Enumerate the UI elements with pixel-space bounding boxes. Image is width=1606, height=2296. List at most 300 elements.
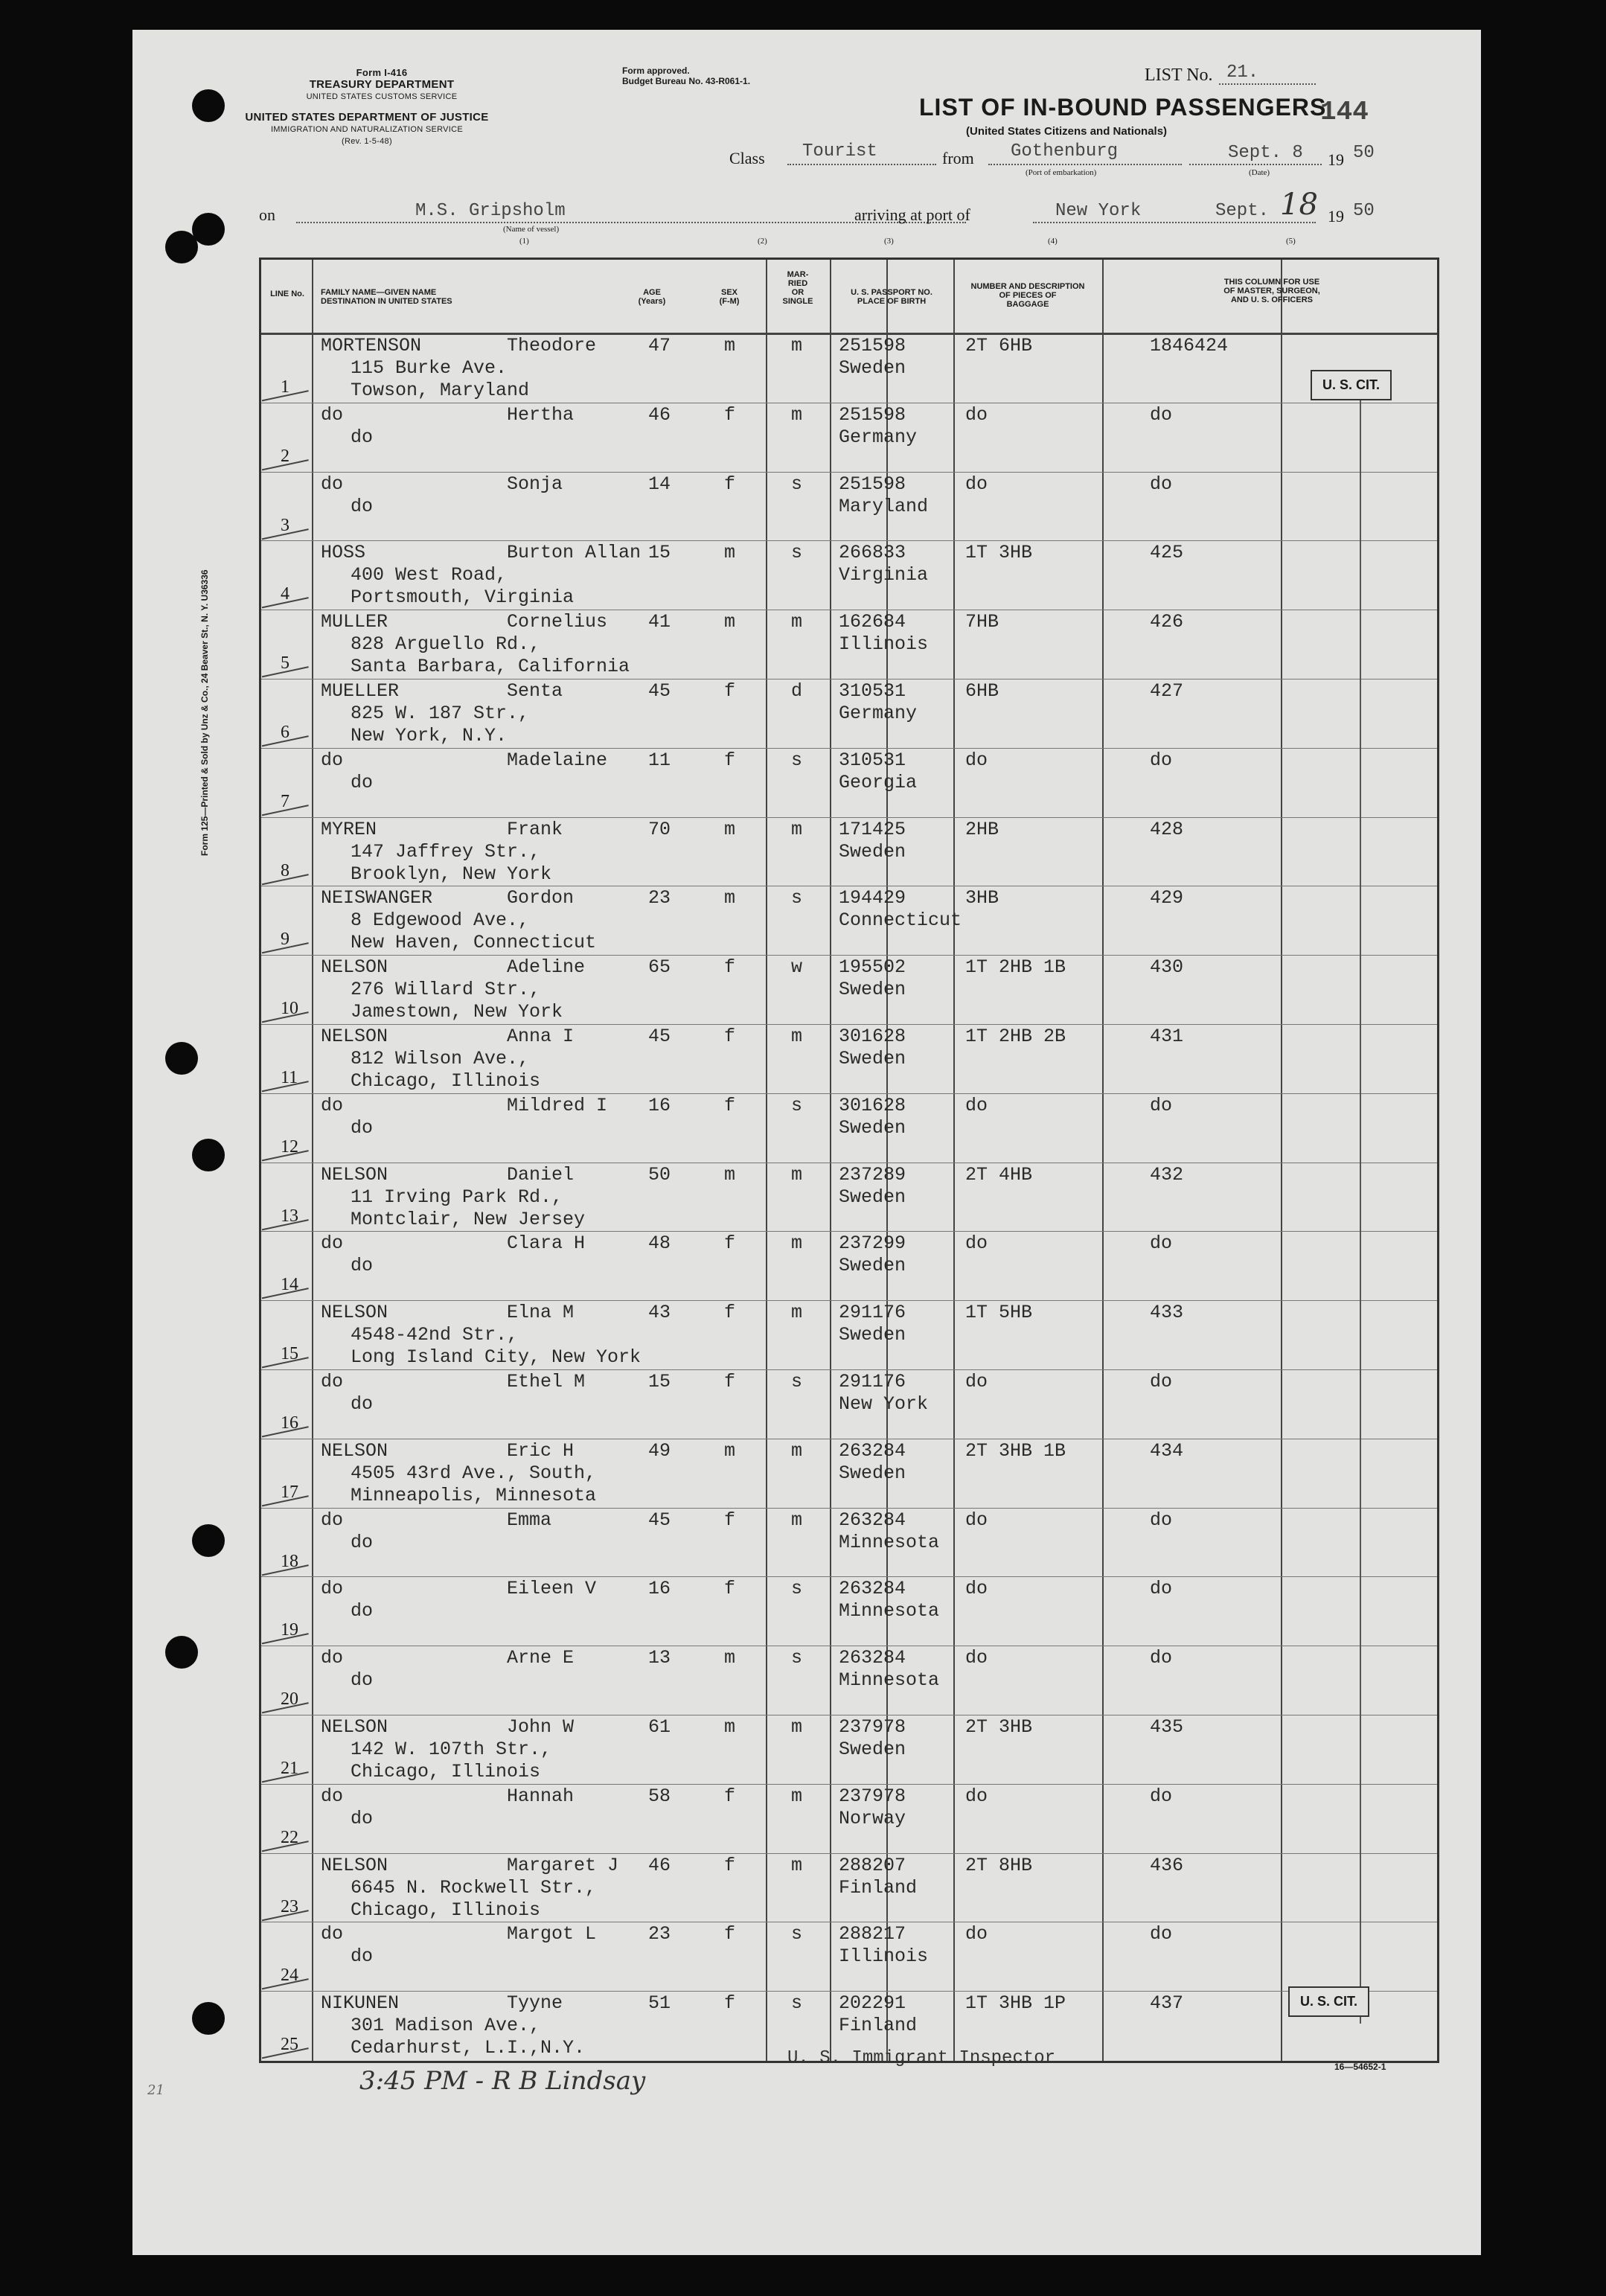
given-name: Eileen V xyxy=(507,1578,597,1600)
line-number: 25 xyxy=(281,2035,298,2055)
officer-number: 430 xyxy=(1150,956,1184,979)
marital-status: s xyxy=(791,1578,803,1600)
address-line-2: Chicago, Illinois xyxy=(351,1070,541,1092)
given-name: Elna M xyxy=(507,1302,575,1324)
officer-number: 429 xyxy=(1150,887,1184,909)
officer-number: do xyxy=(1150,1923,1173,1945)
justice-name: UNITED STATES DEPARTMENT OF JUSTICE xyxy=(245,111,489,124)
officer-number: 425 xyxy=(1150,542,1184,564)
given-name: Eric H xyxy=(507,1439,575,1462)
place-of-birth: Minnesota xyxy=(839,1531,940,1553)
address-line-1: 301 Madison Ave., xyxy=(351,2015,541,2037)
address-line-1: 8 Edgewood Ave., xyxy=(351,909,530,932)
table-row xyxy=(261,679,1437,749)
row-divider xyxy=(261,540,1437,541)
marital-status: w xyxy=(791,956,803,979)
address-line-2: Cedarhurst, L.I.,N.Y. xyxy=(351,2037,586,2059)
line-number: 24 xyxy=(281,1966,298,1986)
marital-status: m xyxy=(791,1716,803,1738)
sex: f xyxy=(724,1578,736,1600)
place-of-birth: Sweden xyxy=(839,1048,906,1069)
punch-hole xyxy=(192,1524,225,1557)
line-number: 18 xyxy=(281,1551,298,1571)
col-header-age: AGE (Years) xyxy=(638,288,666,306)
age: 48 xyxy=(648,1232,671,1255)
passenger-table xyxy=(259,258,1439,2063)
given-name: Gordon xyxy=(507,887,575,909)
address-line-1: do xyxy=(351,1945,374,1968)
sex: f xyxy=(724,1992,736,2015)
baggage: 2T 4HB xyxy=(965,1163,1033,1186)
family-name: NEISWANGER xyxy=(321,887,433,909)
marital-status: m xyxy=(791,1302,803,1324)
passport-number: 263284 xyxy=(839,1439,906,1462)
row-divider xyxy=(261,955,1437,956)
baggage: 3HB xyxy=(965,887,999,909)
table-row xyxy=(261,1301,1437,1370)
place-of-birth: Sweden xyxy=(839,1116,906,1139)
class-line xyxy=(787,164,936,165)
family-name: do xyxy=(321,1923,344,1945)
date-line xyxy=(1189,164,1322,165)
row-divider xyxy=(261,1024,1437,1025)
marital-status: m xyxy=(791,1163,803,1186)
line-number: 6 xyxy=(281,723,289,742)
place-of-birth: Germany xyxy=(839,426,918,448)
age: 51 xyxy=(648,1992,671,2015)
place-of-birth: Illinois xyxy=(839,633,929,656)
arrival-port: New York xyxy=(1055,201,1142,221)
sex: f xyxy=(724,749,736,771)
passport-number: 237289 xyxy=(839,1163,906,1186)
passport-number: 202291 xyxy=(839,1992,906,2015)
year-value: 50 xyxy=(1353,143,1375,163)
officer-number: 426 xyxy=(1150,611,1184,633)
family-name: do xyxy=(321,1647,344,1669)
age: 23 xyxy=(648,887,671,909)
baggage: do xyxy=(965,1647,988,1669)
row-divider xyxy=(261,817,1437,818)
baggage: do xyxy=(965,1785,988,1807)
line-number: 4 xyxy=(281,584,289,604)
given-name: Tyyne xyxy=(507,1992,563,2015)
given-name: Hertha xyxy=(507,403,575,426)
col-num-2: (2) xyxy=(758,237,767,246)
form-revision: (Rev. 1-5-48) xyxy=(342,137,392,146)
place-of-birth: Sweden xyxy=(839,1324,906,1346)
ins-name: IMMIGRATION AND NATURALIZATION SERVICE xyxy=(270,125,464,134)
arrival-year-prefix: 19 xyxy=(1328,207,1344,226)
from-value: Gothenburg xyxy=(1011,141,1119,162)
age: 16 xyxy=(648,1578,671,1600)
age: 46 xyxy=(648,403,671,426)
punch-hole xyxy=(165,1042,198,1075)
place-of-birth: Finland xyxy=(839,1876,918,1899)
family-name: do xyxy=(321,403,344,426)
from-label: from xyxy=(942,149,974,167)
passport-number: 288217 xyxy=(839,1923,906,1945)
inspector-label: U. S. Immigrant Inspector xyxy=(787,2048,1056,2068)
given-name: Theodore xyxy=(507,335,597,356)
sex: f xyxy=(724,956,736,979)
from-line xyxy=(988,164,1182,165)
officer-number: 1846424 xyxy=(1150,335,1229,356)
place-of-birth: Maryland xyxy=(839,495,929,517)
list-no-value: 21. xyxy=(1226,63,1259,83)
punch-hole xyxy=(192,213,225,246)
address-line-1: do xyxy=(351,1393,374,1415)
marital-status: s xyxy=(791,542,803,564)
punch-hole xyxy=(165,1636,198,1669)
baggage: 2T 8HB xyxy=(965,1854,1033,1876)
sex: f xyxy=(724,680,736,702)
family-name: NELSON xyxy=(321,1716,388,1738)
marital-status: s xyxy=(791,887,803,909)
table-row xyxy=(261,886,1437,956)
passport-number: 162684 xyxy=(839,611,906,633)
line-number: 1 xyxy=(281,377,289,397)
table-row xyxy=(261,403,1437,473)
officer-number: do xyxy=(1150,749,1173,771)
marital-status: m xyxy=(791,1785,803,1807)
baggage: 7HB xyxy=(965,611,999,633)
age: 43 xyxy=(648,1302,671,1324)
line-number: 9 xyxy=(281,930,289,950)
list-no-label: LIST No. xyxy=(1145,65,1213,85)
family-name: MULLER xyxy=(321,611,388,633)
age: 70 xyxy=(648,818,671,840)
address-line-1: do xyxy=(351,771,374,793)
address-line-1: 4505 43rd Ave., South, xyxy=(351,1462,597,1484)
address-line-1: 11 Irving Park Rd., xyxy=(351,1186,563,1208)
row-divider xyxy=(261,1991,1437,1992)
manifest-page xyxy=(132,30,1481,2255)
marital-status: m xyxy=(791,818,803,840)
address-line-1: 276 Willard Str., xyxy=(351,979,541,1001)
punch-hole xyxy=(192,2002,225,2035)
marital-status: s xyxy=(791,1992,803,2015)
given-name: Margaret J xyxy=(507,1854,619,1876)
age: 14 xyxy=(648,473,671,495)
line-number: 5 xyxy=(281,653,289,674)
age: 41 xyxy=(648,611,671,633)
officer-number: 431 xyxy=(1150,1026,1184,1047)
punch-hole xyxy=(192,1139,225,1171)
line-number: 19 xyxy=(281,1620,298,1640)
given-name: Burton Allan xyxy=(507,542,642,564)
col-num-5: (5) xyxy=(1286,237,1296,246)
baggage: 1T 3HB 1P xyxy=(965,1992,1066,2015)
table-row xyxy=(261,956,1437,1025)
passport-number: 251598 xyxy=(839,403,906,426)
line-number: 8 xyxy=(281,860,289,880)
baggage: 2HB xyxy=(965,818,999,840)
sex: f xyxy=(724,1094,736,1116)
passport-number: 195502 xyxy=(839,956,906,979)
family-name: MUELLER xyxy=(321,680,400,702)
age: 11 xyxy=(648,749,671,771)
marital-status: m xyxy=(791,403,803,426)
class-label: Class xyxy=(729,149,765,167)
form-approved: Form approved. xyxy=(622,65,690,76)
officer-number: 433 xyxy=(1150,1302,1184,1324)
officer-number: do xyxy=(1150,473,1173,495)
sex: m xyxy=(724,611,736,633)
table-row xyxy=(261,610,1437,679)
address-line-2: Jamestown, New York xyxy=(351,1001,563,1023)
address-line-1: 142 W. 107th Str., xyxy=(351,1739,552,1760)
arrival-month: Sept. xyxy=(1215,201,1270,221)
punch-hole xyxy=(192,89,225,122)
officer-number: 427 xyxy=(1150,680,1184,702)
passport-number: 251598 xyxy=(839,335,906,356)
form-number: Form I-416 xyxy=(356,67,408,78)
col-num-3: (3) xyxy=(884,237,894,246)
row-divider xyxy=(261,472,1437,473)
family-name: do xyxy=(321,1371,344,1392)
passport-number: 301628 xyxy=(839,1094,906,1116)
age: 15 xyxy=(648,1371,671,1392)
col-num-4: (4) xyxy=(1048,237,1058,246)
passport-number: 171425 xyxy=(839,818,906,840)
baggage: do xyxy=(965,1578,988,1600)
given-name: Adeline xyxy=(507,956,586,979)
place-of-birth: Connecticut xyxy=(839,909,962,932)
officer-number: do xyxy=(1150,1232,1173,1255)
age: 15 xyxy=(648,542,671,564)
address-line-2: New York, N.Y. xyxy=(351,725,508,746)
line-number: 7 xyxy=(281,791,289,811)
vessel-note: (Name of vessel) xyxy=(503,225,560,234)
line-number: 13 xyxy=(281,1206,298,1226)
table-row xyxy=(261,1922,1437,1992)
line-number: 20 xyxy=(281,1689,298,1710)
baggage: do xyxy=(965,403,988,426)
family-name: MYREN xyxy=(321,818,377,840)
address-line-1: do xyxy=(351,495,374,517)
family-name: do xyxy=(321,1509,344,1531)
address-line-2: Portsmouth, Virginia xyxy=(351,586,575,609)
col-header-name: FAMILY NAME—GIVEN NAME DESTINATION IN UNITED STATES xyxy=(321,288,452,306)
marital-status: s xyxy=(791,1094,803,1116)
place-of-birth: Illinois xyxy=(839,1945,929,1968)
family-name: do xyxy=(321,1578,344,1600)
line-number: 12 xyxy=(281,1136,298,1157)
row-divider xyxy=(261,1784,1437,1785)
passport-number: 263284 xyxy=(839,1509,906,1531)
passport-number: 291176 xyxy=(839,1302,906,1324)
sex: f xyxy=(724,1923,736,1945)
address-line-2: New Haven, Connecticut xyxy=(351,932,597,954)
baggage: 1T 2HB 2B xyxy=(965,1026,1066,1047)
sex: m xyxy=(724,542,736,564)
arrival-day-handwritten: 18 xyxy=(1280,188,1318,222)
line-number: 16 xyxy=(281,1413,298,1433)
place-of-birth: Minnesota xyxy=(839,1600,940,1622)
address-line-1: do xyxy=(351,1600,374,1622)
sex: f xyxy=(724,1785,736,1807)
baggage: do xyxy=(965,1923,988,1945)
given-name: Clara H xyxy=(507,1232,586,1255)
address-line-1: 400 West Road, xyxy=(351,564,508,586)
on-label: on xyxy=(259,205,275,224)
sex: m xyxy=(724,1163,736,1186)
family-name: NELSON xyxy=(321,1854,388,1876)
family-name: NELSON xyxy=(321,1163,388,1186)
marital-status: m xyxy=(791,1026,803,1047)
family-name: HOSS xyxy=(321,542,366,564)
sex: f xyxy=(724,1232,736,1255)
table-row xyxy=(261,818,1437,887)
given-name: Ethel M xyxy=(507,1371,586,1392)
passport-number: 194429 xyxy=(839,887,906,909)
place-of-birth: Sweden xyxy=(839,1462,906,1484)
given-name: Daniel xyxy=(507,1163,575,1186)
line-number: 2 xyxy=(281,446,289,466)
officer-number: 432 xyxy=(1150,1163,1184,1186)
age: 58 xyxy=(648,1785,671,1807)
marital-status: s xyxy=(791,1647,803,1669)
officer-number: do xyxy=(1150,403,1173,426)
baggage: do xyxy=(965,749,988,771)
marital-status: s xyxy=(791,473,803,495)
line-number: 17 xyxy=(281,1482,298,1502)
address-line-1: 828 Arguello Rd., xyxy=(351,633,541,656)
approval-block xyxy=(622,65,750,86)
row-divider xyxy=(261,1576,1437,1577)
officer-number: do xyxy=(1150,1785,1173,1807)
officer-number: 437 xyxy=(1150,1992,1184,2015)
place-of-birth: Georgia xyxy=(839,771,918,793)
family-name: NELSON xyxy=(321,956,388,979)
passport-number: 310531 xyxy=(839,680,906,702)
table-row xyxy=(261,1577,1437,1646)
row-divider xyxy=(261,1369,1437,1370)
line-number: 23 xyxy=(281,1896,298,1916)
sex: f xyxy=(724,1302,736,1324)
baggage: 1T 5HB xyxy=(965,1302,1033,1324)
us-citizen-stamp-top: U. S. CIT. xyxy=(1311,370,1392,400)
officer-number: 435 xyxy=(1150,1716,1184,1738)
given-name: Madelaine xyxy=(507,749,608,771)
marital-status: s xyxy=(791,1923,803,1945)
sex: f xyxy=(724,1371,736,1392)
sex: f xyxy=(724,473,736,495)
baggage: do xyxy=(965,473,988,495)
baggage: 2T 3HB xyxy=(965,1716,1033,1738)
baggage: 2T 6HB xyxy=(965,335,1033,356)
passport-number: 237978 xyxy=(839,1785,906,1807)
family-name: NIKUNEN xyxy=(321,1992,400,2015)
col-header-officers: THIS COLUMN FOR USE OF MASTER, SURGEON, AND U. S. OFFICERS xyxy=(1223,278,1320,304)
age: 23 xyxy=(648,1923,671,1945)
marital-status: m xyxy=(791,1439,803,1462)
page-number: 144 xyxy=(1320,97,1369,127)
given-name: Margot L xyxy=(507,1923,597,1945)
row-divider xyxy=(261,1853,1437,1854)
sex: m xyxy=(724,1647,736,1669)
col-header-married: MAR- RIED OR SINGLE xyxy=(782,270,813,306)
sex: m xyxy=(724,1439,736,1462)
line-number: 3 xyxy=(281,515,289,535)
age: 65 xyxy=(648,956,671,979)
place-of-birth: Virginia xyxy=(839,564,929,586)
address-line-2: Chicago, Illinois xyxy=(351,1899,541,1921)
baggage: do xyxy=(965,1371,988,1392)
budget-bureau: Budget Bureau No. 43-R061-1. xyxy=(622,76,751,86)
marital-status: s xyxy=(791,749,803,771)
age: 61 xyxy=(648,1716,671,1738)
address-line-1: 6645 N. Rockwell Str., xyxy=(351,1876,597,1899)
baggage: 2T 3HB 1B xyxy=(965,1439,1066,1462)
place-of-birth: Minnesota xyxy=(839,1669,940,1692)
age: 49 xyxy=(648,1439,671,1462)
marital-status: m xyxy=(791,1854,803,1876)
family-name: NELSON xyxy=(321,1026,388,1047)
dept-name: TREASURY DEPARTMENT xyxy=(309,78,455,91)
line-number: 10 xyxy=(281,999,298,1019)
port-embarkation-note: (Port of embarkation) xyxy=(1026,168,1097,177)
address-line-1: do xyxy=(351,1807,374,1829)
family-name: do xyxy=(321,1785,344,1807)
place-of-birth: New York xyxy=(839,1393,929,1415)
officer-number: 436 xyxy=(1150,1854,1184,1876)
sex: f xyxy=(724,403,736,426)
marital-status: m xyxy=(791,611,803,633)
given-name: Arne E xyxy=(507,1647,575,1669)
arrival-line xyxy=(1033,222,1316,223)
passport-number: 251598 xyxy=(839,473,906,495)
table-row xyxy=(261,1509,1437,1578)
table-row xyxy=(261,1232,1437,1301)
place-of-birth: Sweden xyxy=(839,840,906,863)
marital-status: d xyxy=(791,680,803,702)
passport-number: 288207 xyxy=(839,1854,906,1876)
passport-number: 237299 xyxy=(839,1232,906,1255)
col-header-baggage: NUMBER AND DESCRIPTION OF PIECES OF BAGGAGE xyxy=(970,282,1085,309)
age: 47 xyxy=(648,335,671,356)
side-print-text: Form 125—Printed & Sold by Unz & Co., 24 Beaver St., N. Y. U36336 xyxy=(199,569,210,856)
address-line-1: do xyxy=(351,1255,374,1277)
family-name: do xyxy=(321,1232,344,1255)
family-name: do xyxy=(321,749,344,771)
table-row xyxy=(261,1646,1437,1715)
marital-status: m xyxy=(791,335,803,356)
marital-status: m xyxy=(791,1509,803,1531)
date-note: (Date) xyxy=(1249,168,1270,177)
family-name: do xyxy=(321,1094,344,1116)
place-of-birth: Sweden xyxy=(839,979,906,1001)
baggage: 1T 3HB xyxy=(965,542,1033,564)
age: 50 xyxy=(648,1163,671,1186)
page-title: LIST OF IN-BOUND PASSENGERS xyxy=(919,94,1327,121)
place-of-birth: Sweden xyxy=(839,1186,906,1208)
given-name: Cornelius xyxy=(507,611,608,633)
given-name: Sonja xyxy=(507,473,563,495)
baggage: do xyxy=(965,1094,988,1116)
sex: m xyxy=(724,818,736,840)
address-line-1: 825 W. 187 Str., xyxy=(351,703,530,724)
table-row xyxy=(261,1715,1437,1785)
address-line-1: 4548-42nd Str., xyxy=(351,1324,519,1346)
sex: m xyxy=(724,887,736,909)
family-name: do xyxy=(321,473,344,495)
given-name: Senta xyxy=(507,680,563,702)
place-of-birth: Sweden xyxy=(839,1739,906,1760)
officer-number: do xyxy=(1150,1509,1173,1531)
passport-number: 237978 xyxy=(839,1716,906,1738)
passport-number: 310531 xyxy=(839,749,906,771)
